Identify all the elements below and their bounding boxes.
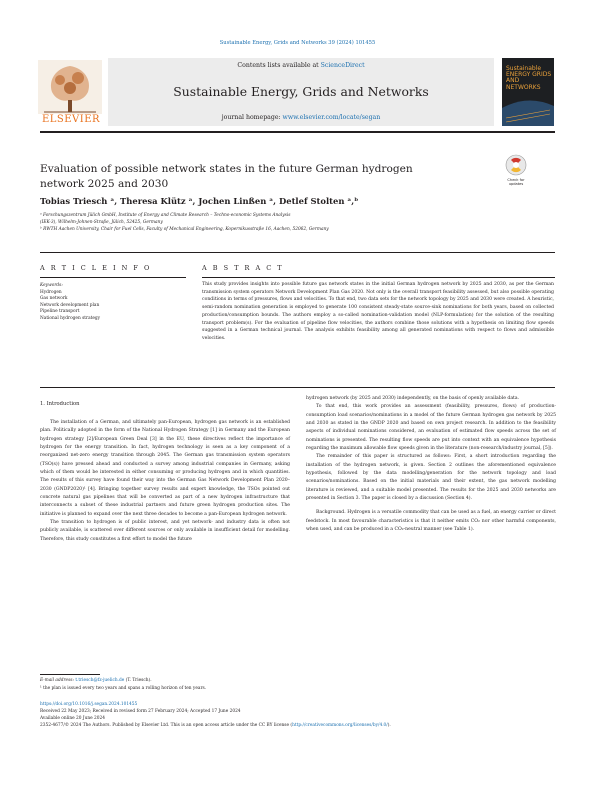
abstract-rule [202,277,555,278]
email-label: E-mail address: [40,678,74,683]
abstract-body: This study provides insights into possible future gas network states in the initial German hydrogen network by 2025 and 2030, as per the German transmission system operators Network Development Plan Gas 2020. Not only is the overall transport feasibility assessed, but also possible operating conditions in terms of pressures, flows and velocities. To that end, two data sets for the network topology by 2025 and 2030 were created. A heuristic, semi-random nomination generation is employed to generate 100 consistent steady-state source-sink nominations for both years, based on collected production/consumption bounds. The authors employ a so-called nomination-validation model (NLP-formulation) for the solution of the resulting transport problem(s). For the evaluation of pipeline flow velocities, the authors combine those solutions with a hypothesis on limiting flow speeds suggested in a German technical journal. The analysis exhibits feasibility among all generated nominations with respect to flows and admissible velocities. [202,282,554,341]
body-paragraph: hydrogen network (by 2025 and 2030) independently, on the basis of openly available data. [306,396,520,401]
keyword-item: Gas network [40,296,68,302]
elsevier-tree-icon [38,60,102,114]
keyword-item: Hydrogen [40,290,62,295]
online-date: Available online 20 June 2024 [40,716,105,721]
license-line [40,723,555,729]
sciencedirect-link[interactable]: ScienceDirect [320,62,365,69]
contents-line [108,62,494,69]
cover-title: Sustainable ENERGY GRIDS AND NETWORKS [506,65,552,91]
section-heading-introduction: 1. Introduction [40,401,80,407]
journal-reference[interactable]: Sustainable Energy, Grids and Networks 39 (2024) 101455 [219,40,376,46]
title-line: network 2025 and 2030 [40,178,169,190]
left-column [40,419,290,544]
check-for-updates-badge[interactable] [501,152,531,186]
keyword-list [40,290,100,322]
footnote-1: ¹ the plan is issued every two years and spans a rolling horizon of ten years. [40,686,207,691]
homepage-link[interactable]: www.elsevier.com/locate/segan [282,114,381,121]
body-paragraph: To that end, this work provides an assessment (feasibility, pressures, flows) of production-consumption load scenarios/nominations in a model of the future German hydrogen gas network by 2025 and 2030 as stated in the GNDP 2020 and based on own project research. In addition to the feasibility aspects of individual nominations considered, an evaluation of estimated flow speeds across the set of nominations is presented. The resulting flow speeds are put into context with an equivalence hypothesis regarding the maximum allowable flow speeds given in the literature (non-research/industry journal, [5]). [306,404,556,452]
received-dates: Received 22 May 2023; Received in revised form 27 February 2024; Accepted 17 June 2024 [40,709,241,714]
abstract-heading: A B S T R A C T [202,264,284,272]
publisher-name: ELSEVIER [41,114,101,125]
keyword-item: Network development plan [40,302,100,308]
body-paragraph: The installation of a German, and ultimately pan-European, hydrogen gas network is an established plan. Politically adopted in the form of the National Hydrogen Strategy [1] in Germany and the European hydrogen strategy [2]/European Green Deal [3] in the EU, these directives reflect the importance of hydrogen for the energy transition. In fact, hydrogen technology is seen as a key component of a reorganized net-zero energy transition through 2045. The German gas transmission system operators (TSO(s)) have pressed ahead and conducted a survey among industrial companies in Germany, asking which of them would be interested in either consuming or producing hydrogen and in which quantities. The results of this survey have found their way into the German Gas Network Development Plan 2020–2030 (GNDP2020)¹ [4]. Bringing together survey results and expert knowledge, the TSOs pointed out concrete natural gas pipelines that will be converted as part of a new hydrogen infrastructure that interconnects a subset of these industrial partners and future green hydrogen production sites. The initiative is planned to expand over the next three decades to become a pan-European hydrogen network. [40,420,290,517]
keyword-item: Pipeline transport [40,309,80,315]
homepage-line [108,114,494,121]
right-column [306,395,556,535]
email-footnote [40,678,555,684]
license-suffix: ). [387,723,391,728]
section-rule [40,252,555,253]
homepage-prefix: journal homepage: [221,114,283,121]
license-prefix: 2352-4677/© 2024 The Authors. Published by Elsevier Ltd. This is an open access article under the CC BY license ( [40,723,293,728]
article-info-heading: A R T I C L E I N F O [40,264,152,272]
journal-title: Sustainable Energy, Grids and Networks [173,84,429,99]
body-paragraph: Background. Hydrogen is a versatile commodity that can be used as a fuel, an energy carrier or direct feedstock. In most favourable characteristics is that it neither emits CO₂ nor other harmful components, when used, and can be produced in a CO₂-neutral manner (see Table 1). [306,510,556,533]
contents-prefix: Contents lists available at [237,62,321,69]
header-rule [40,131,555,133]
keywords-label: Keywords: [40,283,63,288]
footnote-rule [40,674,100,675]
affiliation: ᵇ RWTH Aachen University, Chair for Fuel Cells, Faculty of Mechanical Engineering, Kopernikusstraße 16, Aachen, 52062, Germany [40,227,329,232]
abstract-end-rule [40,387,555,388]
title-line: Evaluation of possible network states in the future German hydrogen [40,163,413,175]
check-updates-label: Check for updates [507,178,525,186]
paper-title [40,162,510,192]
keyword-item: National hydrogen strategy [40,315,101,321]
affiliation: ᵃ Forschungszentrum Jülich GmbH, Institute of Energy and Climate Research – Techno-economic Systems Analysis [40,213,291,218]
license-link[interactable]: http://creativecommons.org/licenses/by/4.0/ [292,723,388,728]
body-paragraph: The transition to hydrogen is of public interest, and yet network- and industry data is often not publicly available, is scattered over different sources or only available in insufficient detail for modelling. Therefore, this study constitutes a first effort to model the future [40,520,290,542]
body-paragraph: The remainder of this paper is structured as follows: First, a short introduction regarding the installation of the hydrogen network, is given. Section 2 outlines the aforementioned equivalence hypothesis, followed by the data modelling/generation for the network topology and load scenarios/nominations. Based on the initial materials and their extent, the gas network modelling literature is reviewed, and a suitable model presented. The results for the 2025 and 2030 networks are presented in Section 3. The paper is closed by a discussion (Section 4). [306,454,556,502]
affiliation: (IEK-3), Wilhelm-Johnen-Straße, Jülich, 52425, Germany [40,220,163,225]
doi-link[interactable] [40,702,555,708]
author-list: Tobias Triesch ᵃ, Theresa Klütz ᵃ, Jochen Linßen ᵃ, Detlef Stolten ᵃ,ᵇ [40,196,359,206]
doi-text[interactable]: https://doi.org/10.1016/j.segan.2024.101455 [40,702,138,707]
article-info-rule [40,277,186,278]
email-suffix: (T. Triesch). [124,678,152,683]
email-link[interactable]: t.triesch@fz-juelich.de [75,678,125,683]
